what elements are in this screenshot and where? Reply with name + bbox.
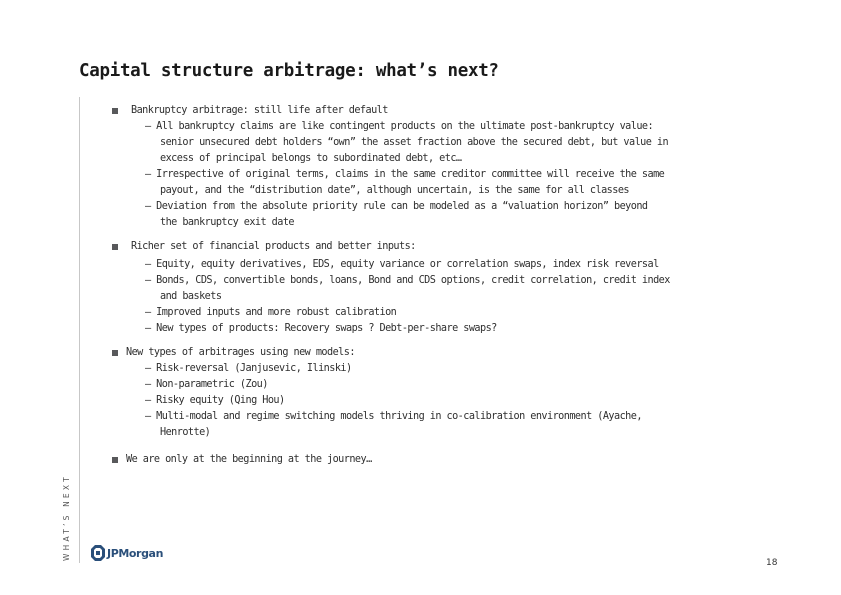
bullet-text: We are only at the beginning at the journey… bbox=[126, 454, 372, 465]
sub-bullet-line: payout, and the “distribution date”, although uncertain, is the same for all classes bbox=[160, 185, 630, 196]
sub-bullet-line: senior unsecured debt holders “own” the asset fraction above the secured debt, but value in bbox=[160, 137, 669, 148]
sub-bullet-line: – Bonds, CDS, convertible bonds, loans, Bond and CDS options, credit correlation, credit index bbox=[145, 275, 670, 286]
sub-bullet-line: – Multi-modal and regime switching models thriving in co-calibration environment (Ayache, bbox=[145, 411, 642, 422]
sub-bullet-line: – Equity, equity derivatives, EDS, equity variance or correlation swaps, index risk reversal bbox=[145, 259, 659, 270]
sub-bullet-line: – Deviation from the absolute priority rule can be modeled as a “valuation horizon” beyond bbox=[145, 201, 648, 212]
sub-bullet-line: – Risk-reversal (Janjusevic, Ilinski) bbox=[145, 363, 352, 374]
logo-wordmark: JPMorgan bbox=[107, 546, 164, 560]
sub-bullet-line: excess of principal belongs to subordinated debt, etc… bbox=[160, 153, 462, 164]
bullet-square-icon bbox=[112, 108, 118, 114]
bullet-text: Richer set of financial products and better inputs: bbox=[131, 241, 416, 252]
slide-title: Capital structure arbitrage: what’s next? bbox=[79, 61, 499, 81]
sub-bullet-line: – Risky equity (Qing Hou) bbox=[145, 395, 285, 406]
sub-bullet-line: – All bankruptcy claims are like contingent products on the ultimate post-bankruptcy value: bbox=[145, 121, 654, 132]
sub-bullet-line: – Improved inputs and more robust calibration bbox=[145, 307, 397, 318]
side-section-label: WHAT’S NEXT bbox=[62, 474, 71, 561]
bullet-text: Bankruptcy arbitrage: still life after default bbox=[131, 105, 388, 116]
sub-bullet-line: and baskets bbox=[160, 291, 222, 302]
bullet-square-icon bbox=[112, 350, 118, 356]
sub-bullet-line: the bankruptcy exit date bbox=[160, 217, 295, 228]
jpmorgan-logo bbox=[91, 545, 163, 561]
bullet-square-icon bbox=[112, 457, 118, 463]
bullet-text: New types of arbitrages using new models: bbox=[126, 347, 355, 358]
page-number: 18 bbox=[766, 558, 778, 568]
sub-bullet-line: – Irrespective of original terms, claims in the same creditor committee will receive the same bbox=[145, 169, 665, 180]
jpmorgan-octagon-icon bbox=[91, 545, 105, 561]
sub-bullet-line: Henrotte) bbox=[160, 427, 211, 438]
sub-bullet-line: – New types of products: Recovery swaps ? Debt-per-share swaps? bbox=[145, 323, 497, 334]
bullet-square-icon bbox=[112, 244, 118, 250]
sub-bullet-line: – Non-parametric (Zou) bbox=[145, 379, 268, 390]
